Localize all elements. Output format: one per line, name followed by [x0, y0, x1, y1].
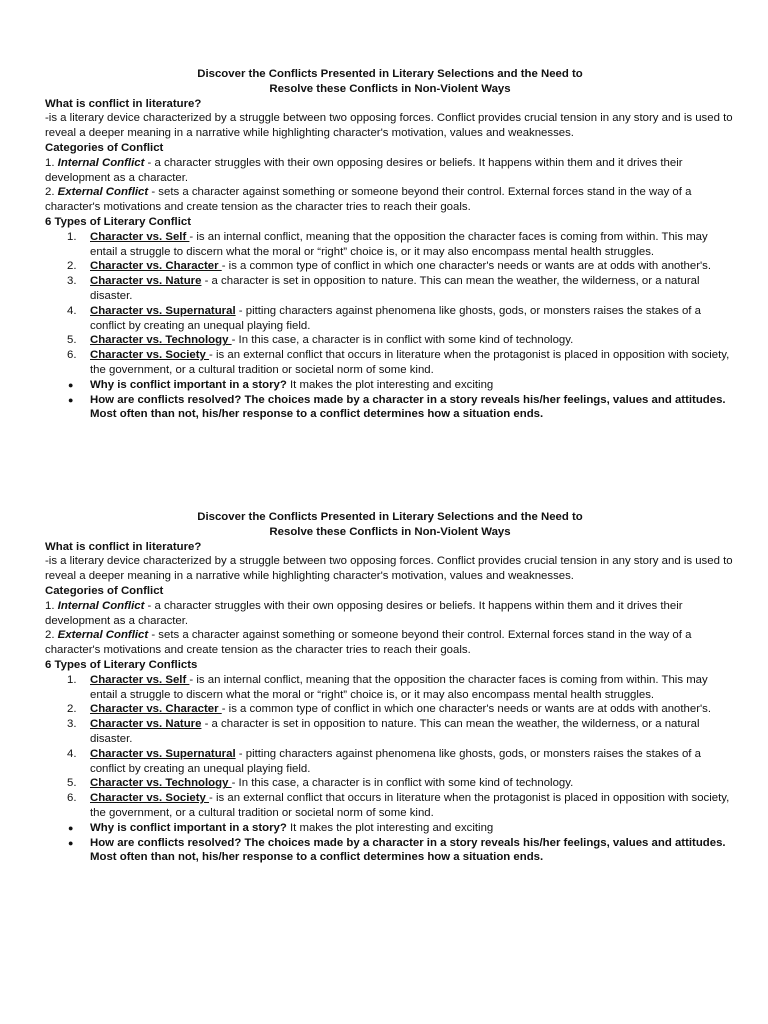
conflict-type-term: Character vs. Character [90, 703, 222, 716]
list-number: 4. [67, 304, 77, 317]
handout-section-1 [45, 67, 735, 422]
bullet-question: How are conflicts resolved? [90, 836, 242, 849]
section-title [45, 67, 735, 97]
conflict-types-list [45, 230, 735, 422]
conflict-type-term: Character vs. Nature [90, 275, 202, 288]
conflict-type-description: - is a common type of conflict in which one character's needs or wants are at odds with another's. [221, 703, 712, 716]
section-title [45, 510, 735, 540]
conflict-type-item [45, 776, 735, 791]
conflict-type-term: Character vs. Society [90, 792, 210, 805]
bullet-icon: ● [68, 822, 74, 833]
conflict-type-term: Character vs. Self [90, 673, 190, 686]
conflict-type-description: - is a common type of conflict in which one character's needs or wants are at odds with another's. [221, 260, 712, 273]
conflict-type-item [45, 747, 735, 777]
conflict-type-description: - In this case, a character is in conflict with some kind of technology. [231, 777, 574, 790]
category-term: External Conflict [57, 186, 149, 199]
list-number: 2. [67, 703, 77, 716]
bullet-item [45, 821, 735, 836]
category-external [45, 628, 735, 658]
bullet-question: How are conflicts resolved? [90, 393, 242, 406]
categories-heading: Categories of Conflict [45, 141, 164, 154]
bullet-answer: It makes the plot interesting and exciting [286, 821, 494, 834]
conflict-type-item [45, 259, 735, 274]
conflict-type-term: Character vs. Technology [90, 334, 232, 347]
bullet-item [45, 836, 735, 866]
category-term: Internal Conflict [57, 156, 145, 169]
conflict-type-term: Character vs. Character [90, 260, 222, 273]
conflict-type-item [45, 348, 735, 378]
category-term: External Conflict [57, 629, 149, 642]
conflict-type-term: Character vs. Society [90, 349, 210, 362]
conflict-type-term: Character vs. Supernatural [90, 304, 236, 317]
category-number: 1. [45, 599, 58, 612]
question-heading: What is conflict in literature? [45, 540, 202, 553]
list-number: 6. [67, 349, 77, 362]
definition-text: -is a literary device characterized by a struggle between two opposing forces. Conflict provides crucial tension in any story and is used to reveal a deeper meaning in a narrative while highlighting character's motivation, values and weaknesses. [45, 555, 733, 583]
bullet-icon: ● [68, 394, 74, 405]
conflict-type-description: - In this case, a character is in conflict with some kind of technology. [231, 334, 574, 347]
conflict-type-description: - is an internal conflict, meaning that the opposition the character faces is coming from within. This may entail a struggle to discern what the moral or “right” choice is, or it may also encompass mental health struggles. [90, 230, 708, 258]
list-number: 2. [67, 260, 77, 273]
bullet-answer: The choices made by a character in a story reveals his/her feelings, values and attitudes. Most often than not, his/her response to a conflict determines how a situation ends. [90, 836, 726, 864]
conflict-type-term: Character vs. Supernatural [90, 747, 236, 760]
title-line-2: Resolve these Conflicts in Non-Violent Ways [269, 82, 511, 95]
question-heading: What is conflict in literature? [45, 97, 202, 110]
bullet-question: Why is conflict important in a story? [90, 378, 287, 391]
category-description: - sets a character against something or someone beyond their control. External forces stand in the way of a character's motivations and create tension as the character tries to reach their goals. [45, 629, 692, 657]
list-number: 1. [67, 230, 77, 243]
title-line-1: Discover the Conflicts Presented in Literary Selections and the Need to [197, 68, 583, 80]
bullet-icon: ● [68, 837, 74, 848]
title-line-2: Resolve these Conflicts in Non-Violent Ways [269, 525, 511, 538]
conflict-type-description: - is an internal conflict, meaning that the opposition the character faces is coming from within. This may entail a struggle to discern what the moral or “right” choice is, or it may also encompass mental health struggles. [90, 673, 708, 701]
bullet-item [45, 378, 735, 393]
conflict-type-description: - is an external conflict that occurs in literature when the protagonist is placed in opposition with society, the government, or a cultural tradition or societal norm of some kind. [90, 349, 730, 376]
conflict-type-item [45, 791, 735, 821]
conflict-type-item [45, 274, 735, 304]
conflict-types-list [45, 673, 735, 865]
title-line-1: Discover the Conflicts Presented in Literary Selections and the Need to [197, 511, 583, 523]
conflict-type-description: - is an external conflict that occurs in literature when the protagonist is placed in opposition with society, the government, or a cultural tradition or societal norm of some kind. [90, 792, 730, 819]
category-term: Internal Conflict [57, 599, 145, 612]
bullet-icon: ● [68, 379, 74, 390]
bullet-answer: The choices made by a character in a story reveals his/her feelings, values and attitudes. Most often than not, his/her response to a conflict determines how a situation ends. [90, 393, 726, 421]
category-number: 1. [45, 156, 58, 169]
conflict-type-item [45, 717, 735, 747]
category-internal [45, 156, 735, 186]
bullet-question: Why is conflict important in a story? [90, 821, 287, 834]
types-heading: 6 Types of Literary Conflict [45, 215, 191, 228]
conflict-type-description: - a character is set in opposition to nature. This can mean the weather, the wilderness, or a natural disaster. [90, 718, 700, 745]
bullet-item [45, 393, 735, 423]
category-description: - a character struggles with their own opposing desires or beliefs. It happens within them and it drives their development as a character. [45, 156, 683, 184]
category-description: - sets a character against something or someone beyond their control. External forces stand in the way of a character's motivations and create tension as the character tries to reach their goals. [45, 186, 692, 214]
category-description: - a character struggles with their own opposing desires or beliefs. It happens within them and it drives their development as a character. [45, 599, 683, 627]
list-number: 5. [67, 334, 77, 347]
conflict-type-term: Character vs. Nature [90, 718, 202, 731]
list-number: 1. [67, 673, 77, 686]
conflict-type-description: - pitting characters against phenomena like ghosts, gods, or monsters raises the stakes of a conflict by creating an unequal playing field. [90, 304, 701, 332]
conflict-type-item [45, 333, 735, 348]
conflict-type-item [45, 702, 735, 717]
conflict-type-term: Character vs. Self [90, 230, 190, 243]
types-heading: 6 Types of Literary Conflicts [45, 658, 198, 671]
list-number: 3. [67, 718, 77, 731]
categories-heading: Categories of Conflict [45, 584, 164, 597]
category-external [45, 185, 735, 215]
list-number: 6. [67, 792, 77, 805]
conflict-type-item [45, 673, 735, 703]
conflict-type-description: - a character is set in opposition to nature. This can mean the weather, the wilderness, or a natural disaster. [90, 275, 700, 302]
handout-section-2 [45, 510, 735, 865]
list-number: 3. [67, 275, 77, 288]
list-number: 4. [67, 747, 77, 760]
conflict-type-description: - pitting characters against phenomena like ghosts, gods, or monsters raises the stakes of a conflict by creating an unequal playing field. [90, 747, 701, 775]
definition-text: -is a literary device characterized by a struggle between two opposing forces. Conflict provides crucial tension in any story and is used to reveal a deeper meaning in a narrative while highlighting character's motivation, values and weaknesses. [45, 112, 733, 140]
conflict-type-item [45, 304, 735, 334]
conflict-type-term: Character vs. Technology [90, 777, 232, 790]
category-number: 2. [45, 629, 58, 642]
category-number: 2. [45, 186, 58, 199]
category-internal [45, 599, 735, 629]
conflict-type-item [45, 230, 735, 260]
list-number: 5. [67, 777, 77, 790]
bullet-answer: It makes the plot interesting and exciting [286, 378, 494, 391]
